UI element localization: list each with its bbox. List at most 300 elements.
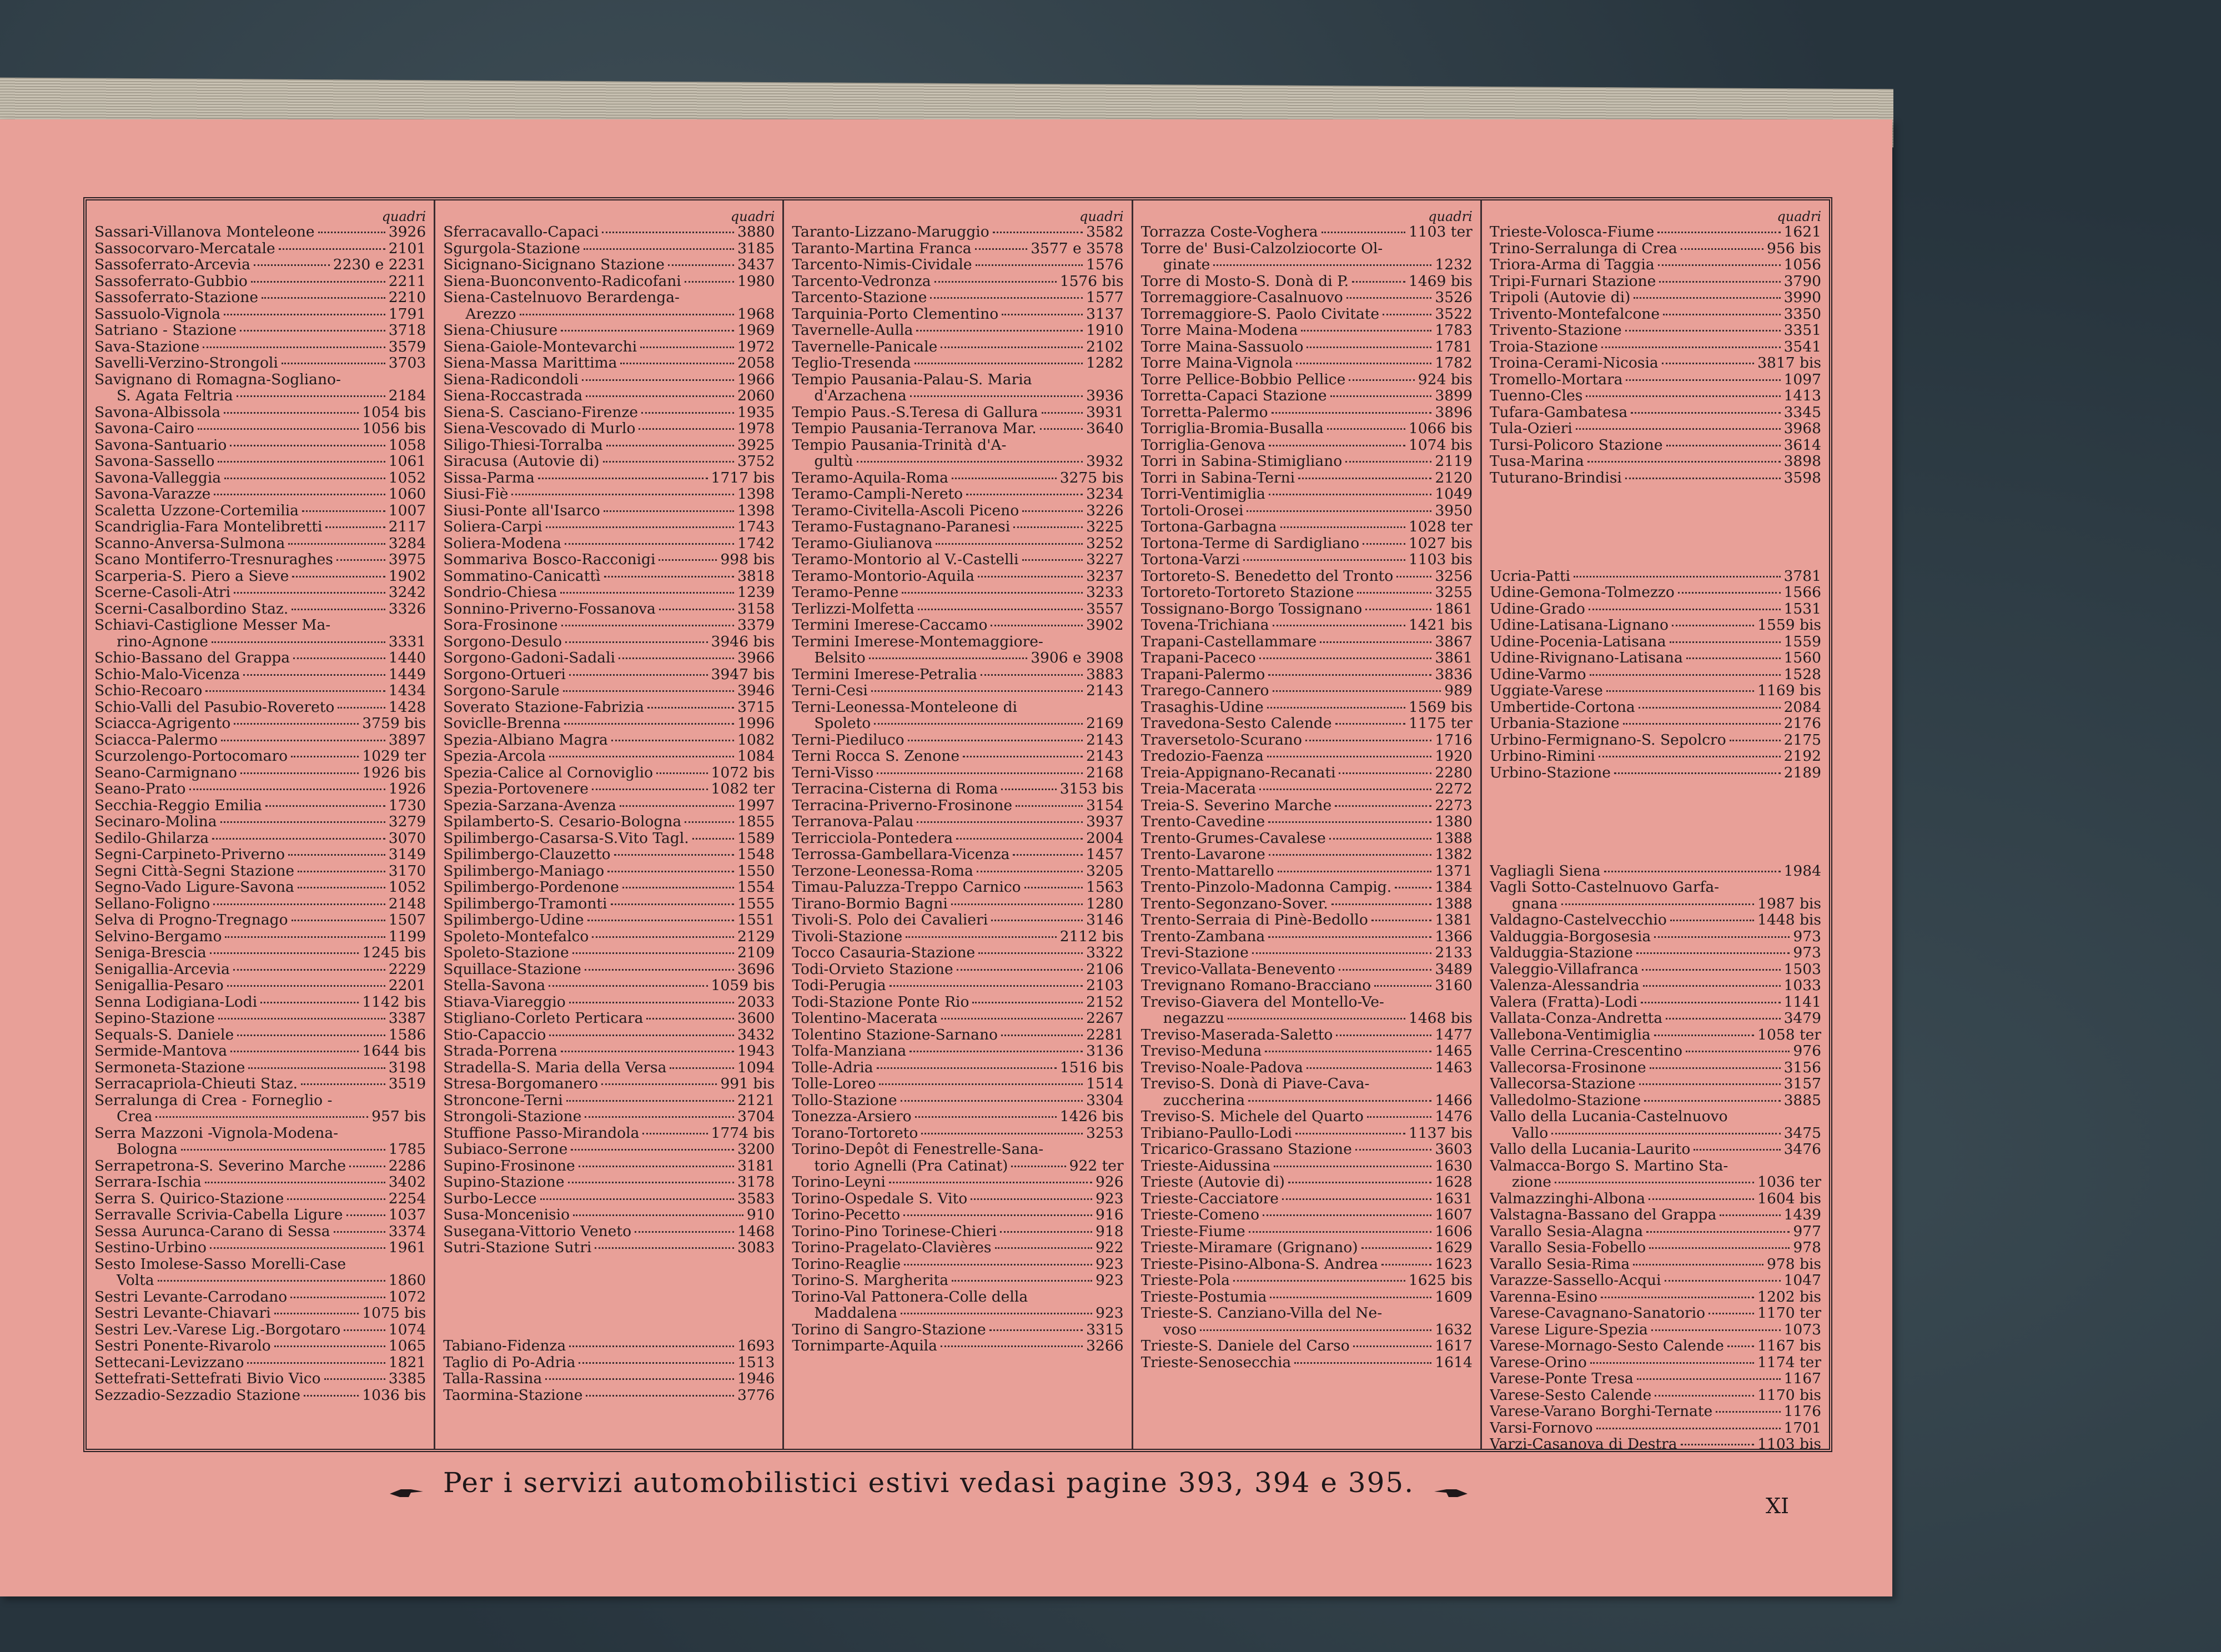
leader-dots (1345, 461, 1431, 463)
table-number: 2121 (737, 1091, 775, 1109)
leader-dots (1590, 674, 1781, 676)
index-entry (1141, 863, 1473, 880)
table-number: 2133 (1435, 944, 1473, 961)
route-name: Siusi-Ponte all'Isarco (443, 502, 600, 519)
table-number: 1054 bis (362, 403, 426, 421)
table-number: 2148 (388, 895, 426, 912)
index-entry (792, 1125, 1123, 1142)
leader-dots (952, 478, 1057, 479)
index-entry (94, 912, 426, 928)
index-entry (1490, 617, 1821, 634)
table-number: 3906 e 3908 (1031, 649, 1124, 666)
index-entry (1490, 879, 1821, 896)
route-name: Trivento-Stazione (1489, 322, 1622, 339)
index-entry (1490, 1043, 1821, 1060)
route-name: Torino-Depôt di Fenestrelle-Sana- (792, 1141, 1044, 1158)
index-entry (94, 699, 426, 716)
leader-dots (1320, 641, 1431, 643)
table-number: 3304 (1086, 1091, 1124, 1109)
table-number: 916 (1096, 1206, 1124, 1223)
table-number: 1577 (1086, 289, 1124, 306)
table-number: 1554 (737, 878, 775, 896)
route-name: Torretta-Capaci Stazione (1140, 388, 1327, 404)
index-entry (792, 289, 1123, 306)
table-number: 1103 bis (1408, 551, 1473, 568)
route-name: Siusi-Fiè (443, 486, 509, 503)
leader-dots (234, 592, 385, 594)
index-entry (443, 765, 775, 781)
index-entry (1490, 1239, 1821, 1256)
index-entry (443, 1191, 775, 1207)
leader-dots (857, 461, 1083, 463)
table-number: 3902 (1086, 616, 1124, 634)
route-name: Triora-Arma di Taggia (1489, 257, 1655, 273)
index-entry (94, 551, 426, 568)
route-name: Tortona-Terme di Sardigliano (1140, 535, 1360, 551)
table-number: 2175 (1783, 731, 1822, 749)
leader-dots (1329, 838, 1432, 840)
route-name: Scerne-Casoli-Atri (94, 584, 231, 601)
leader-dots (240, 330, 385, 332)
index-entry (792, 945, 1123, 961)
index-entry (792, 503, 1123, 519)
table-number: 3718 (388, 322, 426, 339)
index-entry (1141, 765, 1473, 781)
table-number: 1142 bis (362, 993, 426, 1011)
route-name: Schio-Recoaro (94, 682, 203, 699)
route-name: Supino-Frosinone (443, 1157, 575, 1174)
leader-dots (1249, 1231, 1432, 1233)
index-entry (1141, 486, 1473, 503)
index-entry (1490, 1289, 1821, 1305)
table-number: 1781 (1435, 338, 1473, 355)
route-name: Seano-Carmignano (94, 764, 237, 781)
leader-dots (288, 543, 385, 545)
index-entry (1490, 371, 1821, 388)
leader-dots (1658, 264, 1781, 266)
entry-list (1490, 224, 1821, 1449)
route-name: Trento-Zambana (1140, 928, 1265, 945)
index-entry (1490, 863, 1821, 880)
section-gap (1490, 830, 1821, 847)
table-number: 1421 bis (1408, 616, 1473, 634)
leader-dots (564, 723, 734, 725)
route-name: Trieste-Aidussina (1140, 1157, 1271, 1174)
leader-dots (606, 445, 734, 446)
index-entry (1141, 339, 1473, 355)
route-name: Trivento-Montefalcone (1489, 305, 1660, 322)
table-number: 2103 (1086, 977, 1124, 994)
index-entry (94, 453, 426, 470)
index-entry (1490, 1174, 1821, 1191)
index-entry (792, 830, 1123, 847)
table-number: 3898 (1783, 453, 1822, 470)
table-number: 1632 (1435, 1320, 1473, 1338)
route-name: Torino-Val Pattonera-Colle della (792, 1288, 1028, 1305)
leader-dots (1641, 1002, 1781, 1003)
leader-dots (1352, 281, 1405, 283)
route-name: Soverato Stazione-Fabrizia (443, 699, 644, 715)
route-name: Trento-Grumes-Cavalese (1140, 830, 1326, 846)
table-number: 1586 (388, 1026, 426, 1043)
route-name: Torino-S. Margherita (792, 1272, 949, 1289)
leader-dots (879, 1083, 1083, 1085)
table-number: 1052 (388, 878, 426, 896)
table-number: 3932 (1086, 453, 1124, 470)
leader-dots (1243, 559, 1405, 561)
table-number: 3185 (737, 239, 775, 257)
route-name: Scano Montiferro-Tresnuraghes (94, 551, 333, 568)
leader-dots (298, 887, 385, 888)
leader-dots (936, 543, 1083, 545)
leader-dots (1024, 887, 1083, 888)
table-number: 3867 (1435, 632, 1473, 650)
table-number: 1548 (737, 846, 775, 863)
index-entry (1490, 1338, 1821, 1354)
index-entry (443, 699, 775, 716)
table-number: 1052 (388, 469, 426, 486)
leader-dots (952, 1280, 1092, 1282)
leader-dots (586, 395, 734, 397)
leader-dots (1339, 969, 1432, 971)
route-name: Treia-Macerata (1140, 781, 1257, 797)
leader-dots (1709, 1313, 1754, 1314)
leader-dots (288, 854, 385, 856)
index-entry (443, 273, 775, 290)
table-number: 1137 bis (1408, 1124, 1473, 1142)
table-number: 1097 (1783, 370, 1822, 388)
route-name: Supino-Stazione (443, 1174, 565, 1191)
table-number: 1094 (737, 1058, 775, 1076)
index-entry (1141, 1322, 1473, 1338)
leader-dots (1016, 805, 1083, 807)
route-name: Sferracavallo-Capaci (443, 224, 599, 240)
leader-dots (989, 1329, 1083, 1331)
section-gap (443, 1256, 775, 1273)
table-number: 3345 (1783, 403, 1822, 421)
route-name: Sava-Stazione (94, 338, 200, 355)
route-name: Siena-Roccastrada (443, 388, 583, 404)
route-name: Subiaco-Serrone (443, 1141, 568, 1158)
route-name: Terni-Leonessa-Monteleone di (792, 699, 1018, 715)
leader-dots (978, 952, 1083, 954)
leader-dots (951, 903, 1083, 905)
route-name: Schio-Bassano del Grappa (94, 650, 290, 666)
index-entry (1490, 1092, 1821, 1109)
leader-dots (1381, 1264, 1431, 1266)
table-number: 1644 bis (362, 1042, 426, 1060)
route-name: Sora-Frosinone (443, 617, 558, 634)
index-entry (1141, 601, 1473, 617)
index-entry (792, 322, 1123, 339)
route-name: Taranto-Lizzano-Maruggio (792, 224, 989, 240)
route-name: Tusa-Marina (1489, 453, 1584, 470)
route-name: Torre Maina-Modena (1140, 322, 1298, 339)
leader-dots (1586, 395, 1780, 397)
route-name: Scarperia-S. Piero a Sieve (94, 568, 289, 584)
leader-dots (1002, 314, 1083, 315)
index-column (87, 200, 435, 1449)
index-entry (792, 420, 1123, 437)
table-number: 1075 bis (362, 1304, 426, 1322)
route-name: Trarego-Cannero (1140, 682, 1269, 699)
table-number: 3861 (1435, 649, 1473, 666)
index-entry (792, 699, 1123, 716)
leader-dots (344, 1329, 385, 1331)
leader-dots (971, 1198, 1092, 1200)
table-number: 1047 (1783, 1272, 1822, 1289)
leader-dots (1259, 789, 1431, 790)
table-number: 1371 (1435, 862, 1473, 880)
leader-dots (1274, 1166, 1431, 1167)
index-entry (94, 1092, 426, 1109)
index-entry (1141, 420, 1473, 437)
route-name: Timau-Paluzza-Treppo Carnico (792, 879, 1021, 896)
route-name: Sorgono-Desulo (443, 633, 562, 650)
leader-dots (565, 543, 734, 545)
leader-dots (603, 461, 734, 463)
table-number: 1084 (737, 747, 775, 765)
table-number: 3402 (388, 1173, 426, 1191)
table-number: 3704 (737, 1108, 775, 1125)
leader-dots (1694, 1149, 1780, 1151)
index-entry (1141, 846, 1473, 863)
table-number: 1468 bis (1408, 1010, 1473, 1027)
index-entry (792, 879, 1123, 896)
route-name: Tolfa-Manziana (792, 1043, 907, 1060)
table-number: 3350 (1783, 305, 1822, 323)
leader-dots (1655, 1395, 1754, 1397)
leader-dots (1022, 510, 1083, 512)
index-entry (1490, 1158, 1821, 1174)
table-number: 1434 (388, 682, 426, 699)
index-entry (1490, 1322, 1821, 1338)
leader-dots (304, 1395, 359, 1397)
leader-dots (1270, 1297, 1431, 1298)
table-number: 2169 (1086, 715, 1124, 732)
route-name: Trento-Pinzolo-Madonna Campig. (1140, 879, 1392, 896)
table-number: 1061 (388, 453, 426, 470)
section-gap (1490, 535, 1821, 552)
index-entry (1141, 584, 1473, 601)
route-name: Spilimbergo-Tramonti (443, 895, 607, 912)
table-number: 1513 (737, 1353, 775, 1371)
route-name: Spilimbergo-Casarsa-S.Vito Tagl. (443, 830, 689, 846)
leader-dots (930, 297, 1083, 299)
leader-dots (1396, 576, 1431, 578)
index-entry (1141, 896, 1473, 912)
route-name: Schio-Malo-Vicenza (94, 666, 240, 682)
index-entry (1141, 1223, 1473, 1240)
index-entry (1141, 732, 1473, 749)
index-entry (1141, 257, 1473, 273)
index-entry (94, 1207, 426, 1223)
leader-dots (1654, 1035, 1754, 1036)
route-name: Volta (117, 1272, 154, 1289)
index-entry (443, 1239, 775, 1256)
route-name: Terricciola-Pontedera (792, 830, 953, 846)
leader-dots (1335, 805, 1431, 807)
table-number: 3170 (388, 862, 426, 880)
leader-dots (203, 347, 385, 348)
index-entry (1141, 666, 1473, 683)
leader-dots (916, 330, 1083, 332)
table-number: 1282 (1086, 354, 1124, 371)
leader-dots (991, 920, 1083, 921)
index-entry (443, 1108, 775, 1125)
route-name: Spilimbergo-Maniago (443, 862, 605, 879)
leader-dots (287, 1198, 385, 1200)
table-number: 1056 bis (362, 420, 426, 437)
table-number: 1049 (1435, 485, 1473, 503)
route-name: Torriglia-Genova (1140, 436, 1266, 453)
table-number: 3226 (1086, 501, 1124, 519)
index-entry (792, 666, 1123, 683)
table-number: 1141 (1783, 993, 1822, 1011)
table-number: 1943 (737, 1042, 775, 1060)
section-gap (1490, 846, 1821, 863)
leader-dots (251, 281, 385, 283)
route-name: Treviso-Meduna (1140, 1043, 1262, 1060)
index-entry (94, 666, 426, 683)
index-entry (1490, 1141, 1821, 1158)
route-name: Torremaggiore-Casalnuovo (1140, 289, 1343, 306)
leader-dots (189, 789, 385, 790)
section-gap (1490, 551, 1821, 568)
index-entry (792, 371, 1123, 388)
index-entry (1141, 715, 1473, 732)
table-number: 1449 (388, 665, 426, 683)
table-number: 1175 ter (1408, 715, 1473, 732)
route-name: Terranova-Palau (792, 814, 914, 830)
index-entry (1141, 1010, 1473, 1027)
index-entry (443, 535, 775, 552)
index-entry (94, 797, 426, 814)
index-entry (1490, 388, 1821, 404)
column-heading: quadri (381, 209, 426, 224)
leader-dots (1636, 952, 1790, 954)
index-entry (443, 879, 775, 896)
table-number: 1910 (1086, 322, 1124, 339)
index-entry (1141, 503, 1473, 519)
leader-dots (214, 494, 385, 495)
leader-dots (585, 1116, 734, 1118)
index-entry (1490, 240, 1821, 257)
index-entry (1490, 470, 1821, 486)
leader-dots (871, 690, 1083, 692)
leader-dots (298, 871, 385, 872)
table-number: 3519 (388, 1075, 426, 1092)
table-number: 1167 bis (1757, 1337, 1822, 1354)
route-name: Treviso-Maserada-Saletto (1140, 1026, 1333, 1043)
table-number: 3326 (388, 600, 426, 617)
route-name: Crea (117, 1108, 153, 1125)
route-name: Segni-Carpineto-Priverno (94, 846, 285, 863)
leader-dots (1252, 952, 1432, 954)
route-name: Vallebona-Ventimiglia (1489, 1026, 1651, 1043)
leader-dots (1365, 609, 1431, 610)
table-number: 2192 (1783, 747, 1822, 765)
index-entry (94, 306, 426, 323)
route-name: Tortoli-Orosei (1140, 502, 1244, 519)
leader-dots (604, 576, 734, 578)
route-name: Terni-Visso (792, 764, 874, 781)
index-entry (1490, 666, 1821, 683)
route-name: Stella-Savona (443, 977, 546, 994)
table-number: 3947 bis (711, 665, 775, 683)
route-name: Tula-Ozieri (1489, 420, 1572, 437)
table-number: 3926 (388, 223, 426, 240)
index-entry (792, 1338, 1123, 1354)
leader-dots (520, 314, 734, 315)
route-name: Valduggia-Stazione (1489, 945, 1633, 961)
route-name: Varese-Ponte Tresa (1489, 1370, 1634, 1387)
leader-dots (685, 821, 734, 823)
route-name: torio Agnelli (Pra Catinat) (814, 1157, 1008, 1174)
leader-dots (282, 363, 385, 364)
index-entry (443, 945, 775, 961)
table-number: 978 (1793, 1239, 1822, 1256)
table-number: 3776 (737, 1386, 775, 1404)
route-name: S. Agata Feltria (117, 388, 233, 404)
leader-dots (903, 1214, 1092, 1216)
route-name: Todi-Stazione Ponte Rio (792, 993, 969, 1010)
route-name: Torrazza Coste-Voghera (1140, 224, 1318, 240)
index-entry (94, 601, 426, 617)
leader-dots (291, 756, 359, 757)
index-entry (1141, 388, 1473, 404)
route-name: Tavernelle-Aulla (792, 322, 913, 339)
table-number: 2184 (388, 387, 426, 404)
leader-dots (995, 1247, 1093, 1249)
route-name: Varese-Sesto Calende (1489, 1387, 1652, 1403)
route-name: Tortoreto-Tortoreto Stazione (1140, 584, 1354, 601)
index-entry (1490, 1223, 1821, 1240)
leader-dots (230, 1051, 359, 1052)
index-entry (1490, 355, 1821, 371)
index-entry (792, 748, 1123, 765)
index-entry (1490, 634, 1821, 650)
section-gap (443, 1289, 775, 1305)
leader-dots (205, 1182, 385, 1183)
route-name: Tarcento-Stazione (792, 289, 927, 306)
table-number: 2211 (388, 272, 426, 290)
route-name: Trevignano Romano-Bracciano (1140, 977, 1371, 994)
table-number: 1980 (737, 272, 775, 290)
index-entry (792, 388, 1123, 404)
leader-dots (877, 1067, 1057, 1069)
table-number: 3598 (1783, 469, 1822, 486)
route-name: Tarquinia-Porto Clementino (792, 305, 999, 322)
route-name: Urbino-Fermignano-S. Sepolcro (1489, 731, 1726, 748)
leader-dots (569, 674, 708, 676)
leader-dots (1637, 1378, 1781, 1380)
leader-dots (565, 641, 708, 643)
table-number: 3479 (1783, 1010, 1822, 1027)
leader-dots (659, 609, 734, 610)
leader-dots (918, 609, 1083, 610)
route-name: Schio-Valli del Pasubio-Rovereto (94, 699, 335, 715)
table-number: 1693 (737, 1337, 775, 1354)
index-entry (443, 388, 775, 404)
route-name: Trieste-Volosca-Fiume (1489, 224, 1655, 240)
route-name: Siena-Castelnuovo Berardenga- (443, 289, 680, 306)
index-entry (443, 617, 775, 634)
route-name: Spezia-Portovenere (443, 781, 589, 797)
leader-dots (265, 805, 385, 807)
leader-dots (1000, 1231, 1092, 1233)
index-entry (94, 355, 426, 371)
